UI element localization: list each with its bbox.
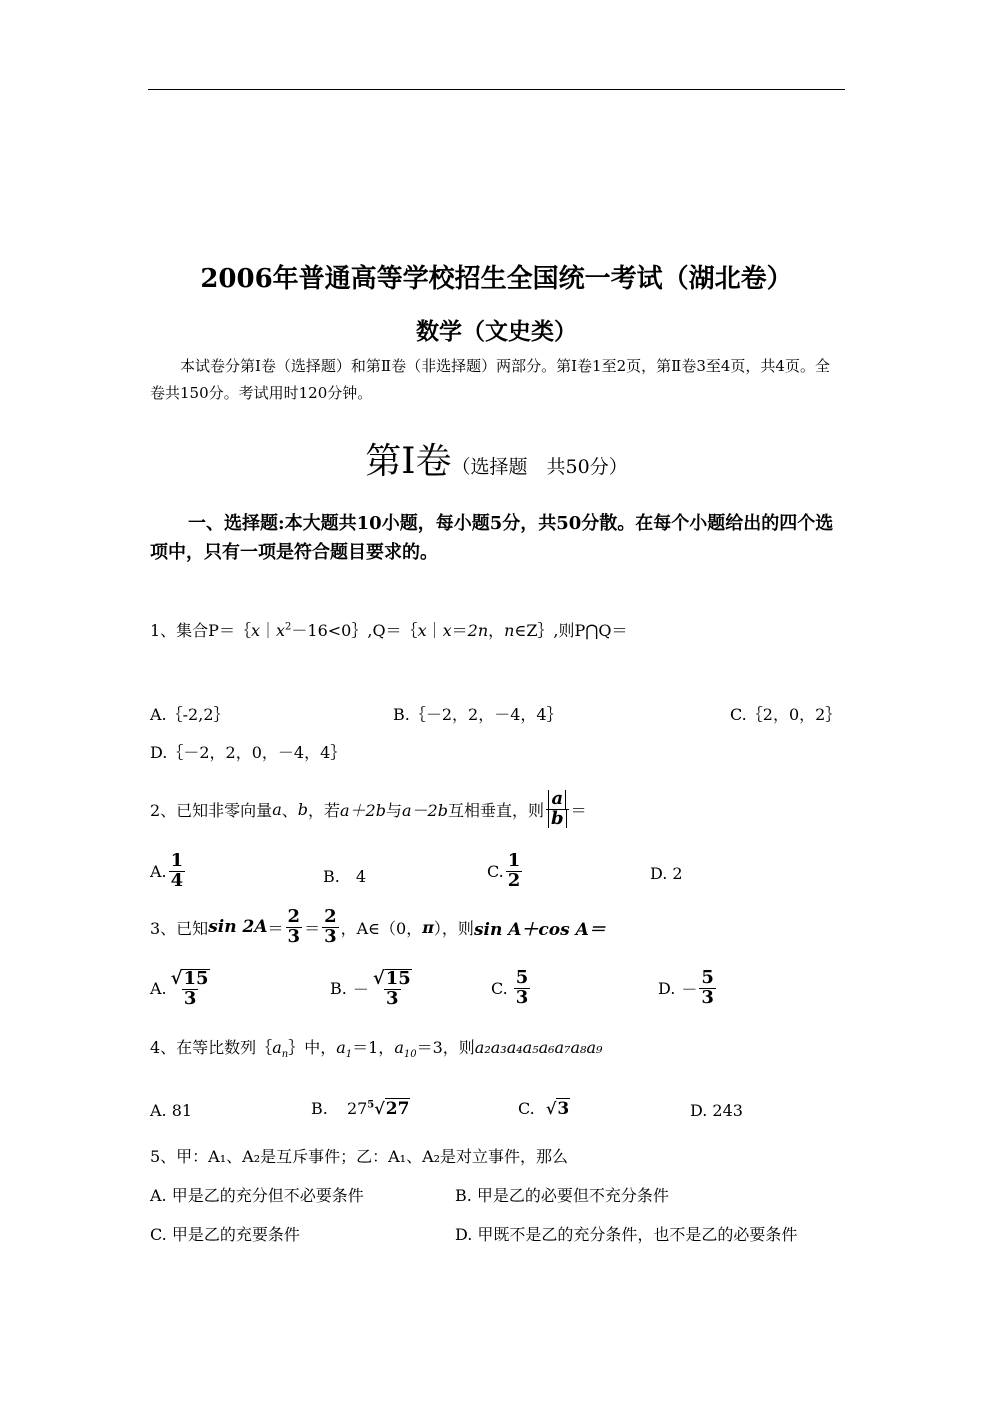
q3-option-c [491,969,532,1008]
fraction-numerator: 5 [515,967,529,988]
fraction-numerator: 2 [324,905,337,927]
minus-sign: － [352,980,369,1000]
q4-subscript: n [281,1049,289,1061]
q4-text: ＝1， [352,1038,395,1057]
q2-expression: a＋2b [340,800,386,820]
option-label: B. [330,979,347,999]
fraction-denominator: 4 [170,869,184,891]
exam-subtitle: 数学（文史类） [416,318,577,345]
q3-text: ＝ [304,918,321,938]
q1-var: 2n [467,621,489,640]
q2-text: 、 [281,800,298,820]
fraction-numerator: 5 [701,967,714,988]
fraction-numerator: 1 [507,850,521,871]
q2-text: ，若 [308,800,341,820]
q2-expression: a－2b [402,800,448,820]
fraction-denominator: 3 [183,987,197,1009]
header-rule [148,89,845,90]
q4-var: a [336,1038,346,1057]
coefficient: 27 [346,1099,368,1118]
exam-title: 2006年普通高等学校招生全国统一考试（湖北卷） [200,264,793,294]
q4-text: 4、在等比数列｛ [150,1038,273,1057]
minus-sign: － [681,979,698,999]
q1-var: x [250,621,260,640]
q1-text: ∈ [514,621,527,640]
q2-option-c [487,852,524,891]
q2-text: 2、已知非零向量 [150,800,273,820]
q1-var: x [417,621,427,640]
q4-option-c: C. √3 [518,1099,570,1119]
q1-var: x [276,621,286,640]
q2-text: 互相垂直，则 [447,800,544,820]
q5-option-d: D. 甲既不是乙的充分条件，也不是乙的必要条件 [455,1225,798,1244]
option-label: B. [311,1099,328,1118]
q1-text: ， [488,621,505,640]
option-label: A. [150,979,167,999]
option-label: A. [150,861,167,881]
question-2-stem [150,783,587,835]
q2-option-d: D. 2 [650,864,683,883]
fraction-numerator: 1 [170,850,184,871]
option-label: C. [518,1099,535,1118]
q2-option-a [150,852,187,891]
fraction-denominator: 3 [386,987,399,1009]
q3-option-d [658,969,718,1008]
q1-var: x [442,621,452,640]
q3-option-a: A. $\frac{√15}{3}$ [150,968,209,1009]
q3-text: ＝ [267,918,284,938]
q1-text: ＝ [451,621,468,640]
radicand: 15 [385,968,411,989]
option-label: C. [491,978,508,998]
q2-var: b [297,799,308,819]
q3-option-b: B. － $\frac{√15}{3}$ [330,968,411,1009]
q1-option-c: C.｛2，0，2｝ [730,705,842,724]
q2-option-b: B. 4 [323,867,367,886]
radicand: 27 [385,1099,410,1119]
q1-text: －16<0｝,Q＝｛ [291,621,418,640]
q4-text: ＝3，则 [416,1038,475,1057]
section-heading [0,433,993,484]
q1-option-b: B.｛－2，2，－4，4｝ [393,705,563,724]
q1-option-a: A.｛-2,2｝ [150,705,230,724]
q2-text: 与 [385,800,402,820]
q3-expression: sin 2A [208,917,268,937]
q4-option-b: B. $27^5√27$ [311,1099,410,1119]
exam-intro: 本试卷分第Ⅰ卷（选择题）和第Ⅱ卷（非选择题）两部分。第Ⅰ卷1至2页，第Ⅱ卷3至4页，共4页。全卷共150分。考试用时120分钟。 [150,357,830,402]
q1-text: 1、集合P＝｛ [150,621,251,640]
q2-norm-b: b [548,810,567,829]
q1-exponent: 2 [285,621,292,633]
q2-text: ＝ [570,800,587,820]
question-5-stem: 5、甲：A₁、A₂是互斥事件；乙：A₁、A₂是对立事件，那么 [150,1147,569,1166]
root-index: 5 [367,1099,375,1111]
q1-bar: ｜ [259,621,276,640]
q3-expression: sin A＋cos A＝ [473,919,606,940]
q4-text: ｝中， [288,1038,337,1057]
q1-var: n [504,621,515,640]
section-note: （选择题 共50分） [451,456,628,478]
q2-var: a [272,799,282,819]
q4-var: a [394,1038,404,1057]
option-label: C. [487,861,504,881]
fraction-numerator: 2 [287,905,301,927]
q4-subscript: 1 [345,1049,353,1061]
q1-text: Z｝,则P⋂Q＝ [526,621,628,640]
option-label: D. [658,978,676,998]
question-3-stem [150,903,606,951]
q3-text: ），则 [433,918,474,938]
q1-bar: ｜ [426,621,443,640]
q3-pi: π [422,917,434,937]
radicand: 3 [557,1099,570,1119]
q4-product: a₂a₃a₄a₅a₆a₇a₈a₉ [474,1038,603,1057]
section-title: 第Ⅰ卷 [365,441,452,482]
q4-var: a [272,1038,282,1057]
q5-option-b: B. 甲是乙的必要但不充分条件 [455,1186,669,1205]
q1-option-d: D.｛－2，2，0，－4，4｝ [150,743,347,762]
q5-option-c: C. 甲是乙的充要条件 [150,1225,300,1244]
section-instructions: 一、选择题:本大题共10小题，每小题5分，共50分散。在每个小题给出的四个选项中，只有一项是符合题目要求的。 [150,513,834,563]
q2-norm-a: a [548,790,566,809]
question-1-stem [150,618,628,641]
q3-text: ，A∈（0， [340,918,423,938]
question-4-stem [150,1035,602,1060]
q2-norm-fraction [546,787,569,829]
fraction-denominator: 3 [701,986,714,1008]
fraction-denominator: 2 [507,869,521,891]
fraction-denominator: 3 [287,925,301,947]
radicand: 15 [183,968,209,989]
q5-option-a: A. 甲是乙的充分但不必要条件 [150,1186,364,1205]
fraction-denominator: 3 [515,986,529,1008]
q4-option-a: A. 81 [150,1101,193,1120]
q4-subscript: 10 [403,1049,417,1061]
q3-text: 3、已知 [150,918,209,938]
q4-option-d: D. 243 [690,1101,743,1120]
fraction-denominator: 3 [324,925,337,947]
